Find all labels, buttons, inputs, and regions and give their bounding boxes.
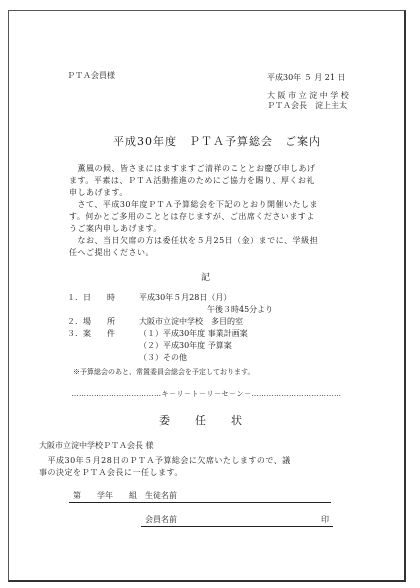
document-page [8,10,406,582]
cut-line: ………………………………キ－リ－ト－リ－セ－ン－……………………………… [71,390,342,398]
sender-name: ＰＴＡ会長 淀上主太 [267,101,347,110]
agenda-label: ３．案 件 [67,329,115,338]
member-name-label: 会員名前 [145,515,177,524]
datetime-value: 平成30年５月28日（月） [139,293,232,302]
seal-mark: 印 [321,515,329,524]
body-line: 薫風の候、皆さまにはますますご清祥のこととお慶び申しあげ [69,164,316,173]
date: 平成30年 ５ 月 21 日 [267,73,346,82]
student-name-line [69,502,331,503]
grade-class-student-label: 第 学年 組 生徒名前 [73,491,177,500]
proxy-addressee: 大阪市立淀中学校ＰＴＡ会長 様 [39,441,154,450]
place-value: 大阪市立淀中学校 多目的室 [139,317,243,326]
proxy-line: 事の決定をＰＴＡ会長に一任します。 [39,468,183,477]
body-line: さて、平成30年度ＰＴＡ予算総会を下記のとおり開催いたしま [69,200,319,209]
time-value: 午後３時45分より [207,305,274,314]
proxy-title: 委 任 状 [159,414,243,427]
body-line: ます。平素は、ＰＴＡ活動推進のためにご協力を賜り、厚くお礼 [69,176,315,185]
place-label: ２．場 所 [67,317,115,326]
agenda-item: （３）その他 [139,353,187,362]
ki-label: 記 [201,273,211,283]
body-line: す。何かとご多用のこととは存じますが、ご出席くださいますよ [69,212,315,221]
school-name: 大 阪 市 立 淀 中 学 校 [267,91,349,100]
agenda-item: （２）平成30年度 予算案 [139,341,232,350]
notice-title: 平成30年度 ＰＴＡ予算総会 ご案内 [113,135,321,148]
body-line: うご案内申しあげます。 [69,224,162,233]
body-line: なお、当日欠席の方は委任状を５月25日（金）までに、学級担 [69,236,319,245]
agenda-item: （１）平成30年度 事業計画案 [139,329,248,338]
member-name-line [141,526,333,527]
body-line: 任へご提出ください。 [69,248,154,257]
note: ※予算総会のあと、常置委員会総会を予定しております。 [73,368,255,376]
datetime-label: １．日 時 [67,293,115,302]
addressee: ＰＴＡ会員様 [67,71,115,80]
proxy-line: 平成30年５月28日のＰＴＡ予算総会に欠席いたしますので、議 [39,456,291,465]
body-line: 申しあげます。 [69,188,128,197]
